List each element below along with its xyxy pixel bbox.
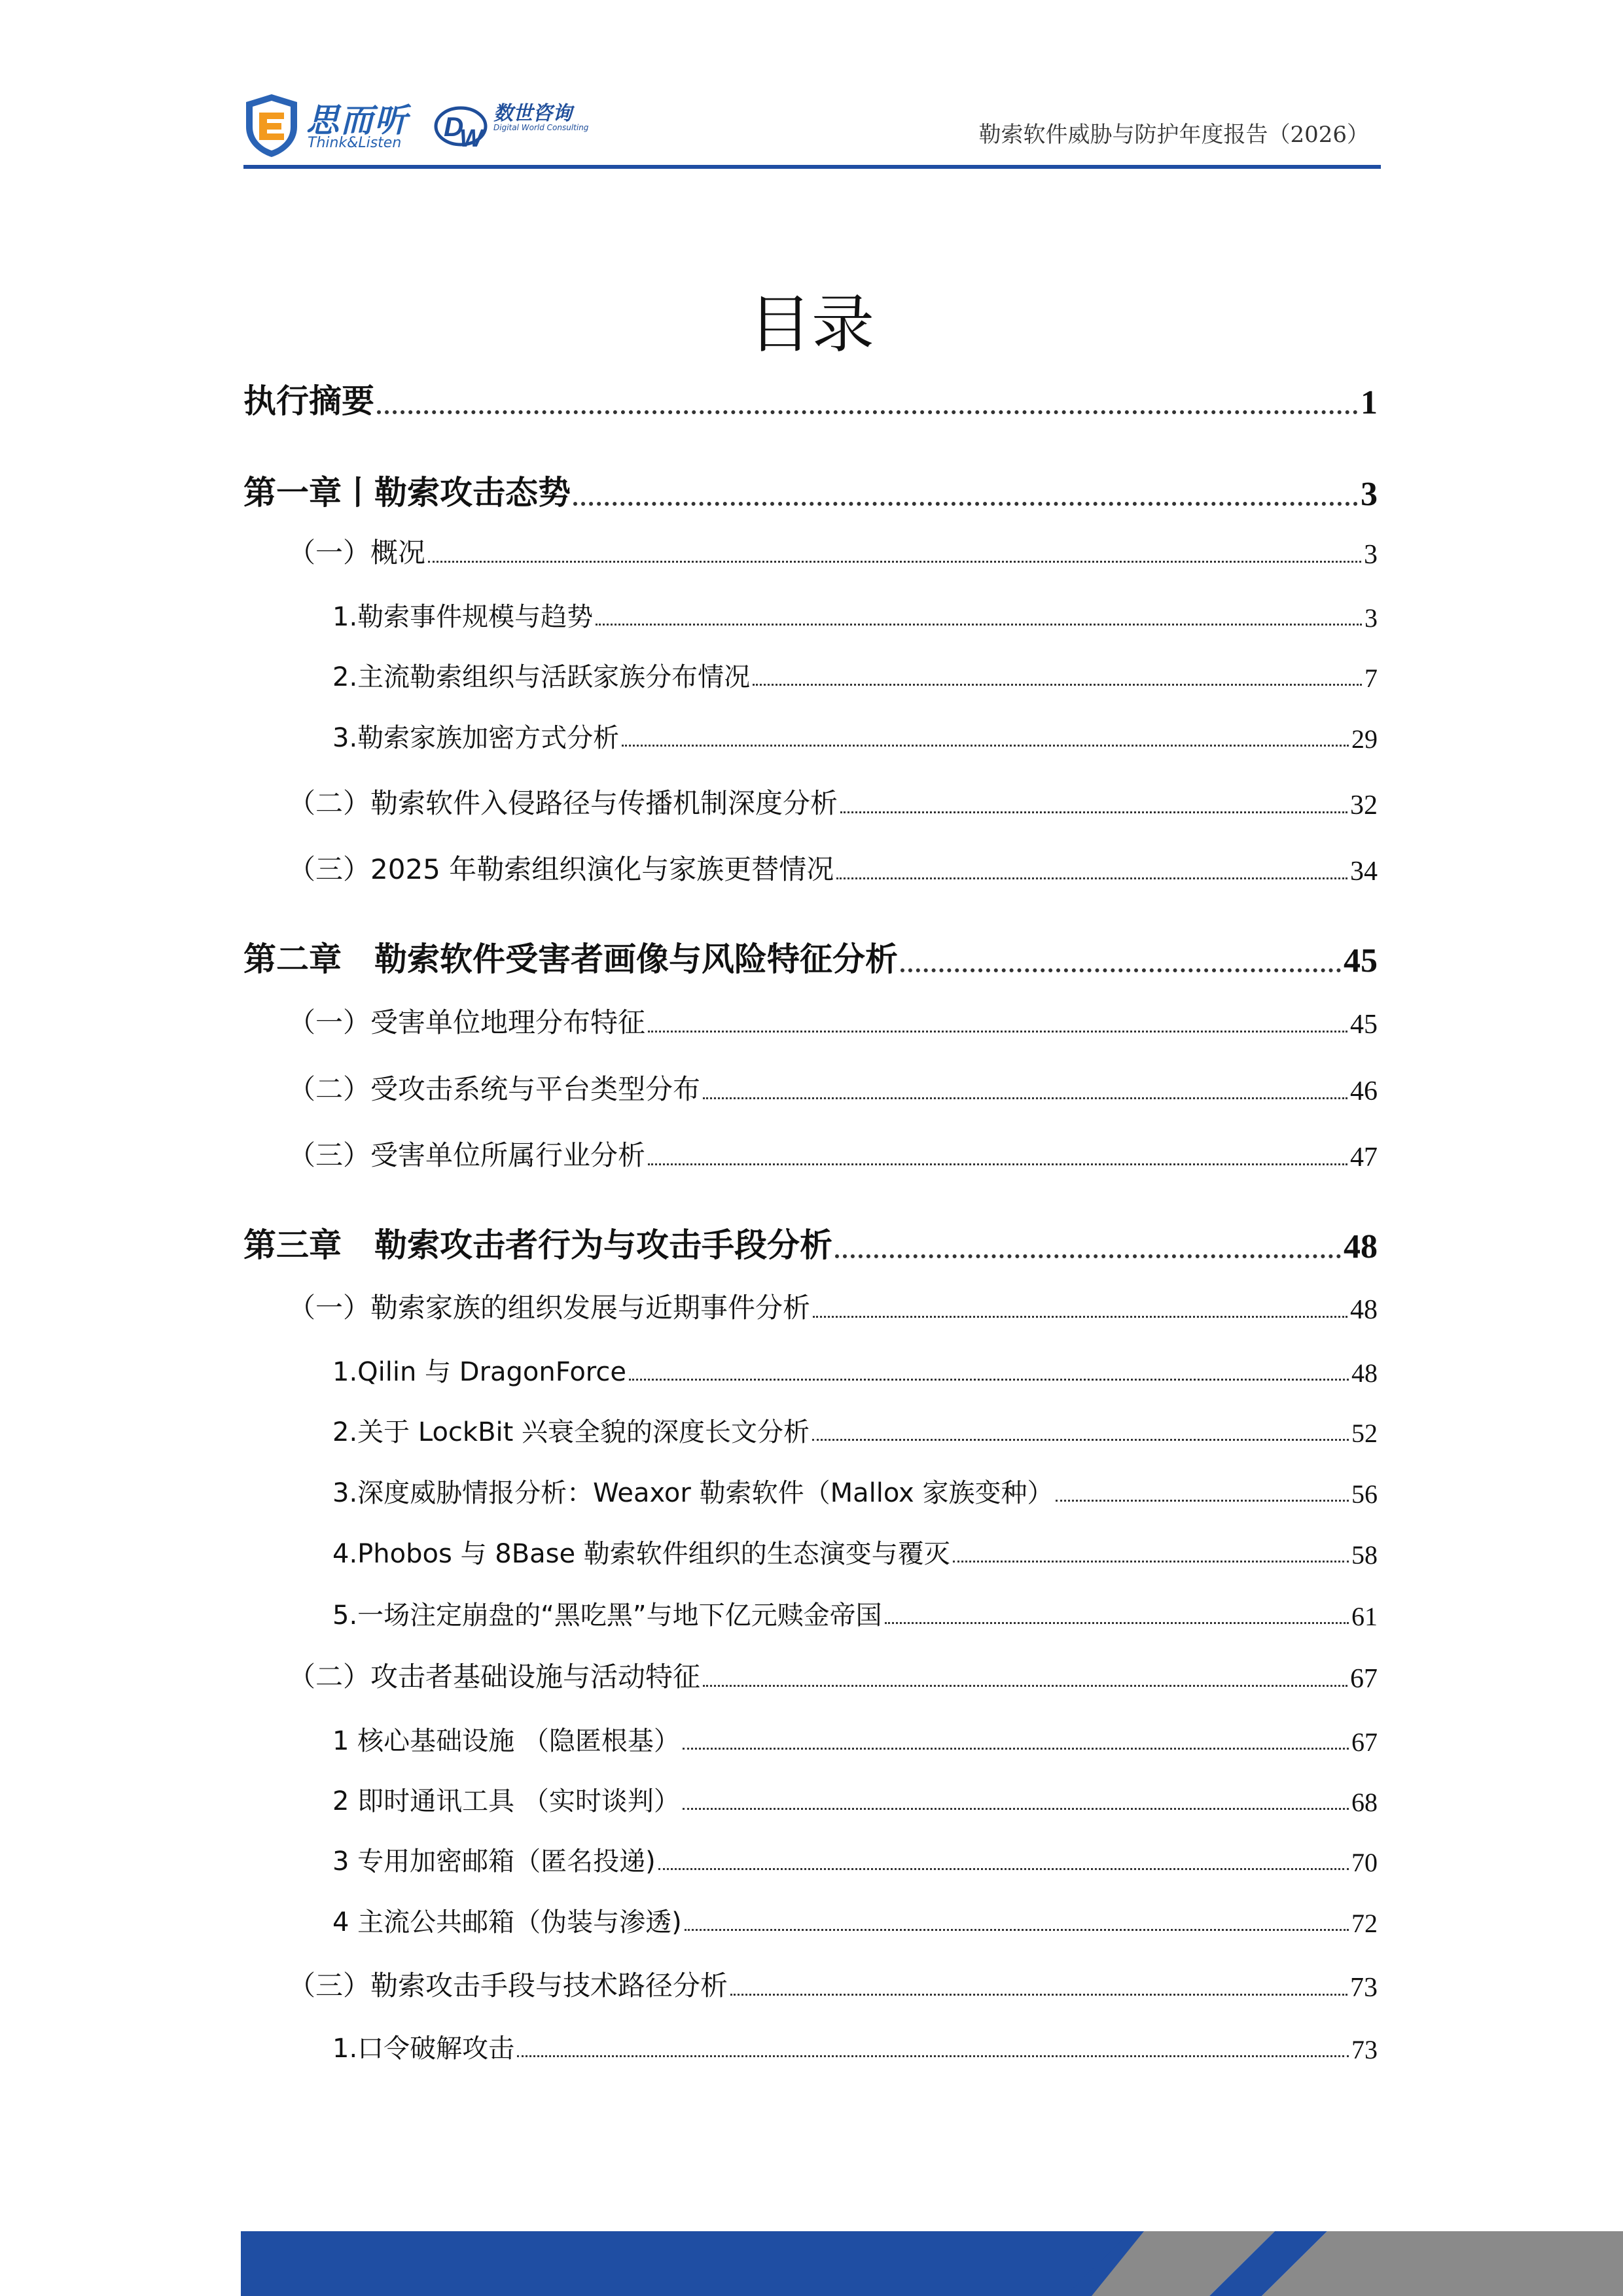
toc-entry[interactable] <box>288 1134 1378 1173</box>
toc-leader-dots <box>953 1561 1349 1563</box>
toc-entry-title: 3.深度威胁情报分析：Weaxor 勒索软件（Mallox 家族变种） <box>332 1478 1054 1508</box>
toc-leader-dots <box>648 1031 1347 1033</box>
toc-entry[interactable] <box>288 531 1378 571</box>
logo1-en-text: Think&Listen <box>308 135 402 151</box>
svg-text:D: D <box>444 111 464 142</box>
toc-entry-title: （一）受害单位地理分布特征 <box>288 1006 646 1038</box>
toc-entry[interactable] <box>243 376 1378 422</box>
toc-entry-title: 第二章 勒索软件受害者画像与风险特征分析 <box>243 940 898 978</box>
toc-leader-dots <box>703 1685 1347 1687</box>
toc-leader-dots <box>813 1316 1347 1318</box>
toc-entry-title: 第一章丨勒索攻击态势 <box>243 474 571 512</box>
toc-entry-page: 72 <box>1351 1909 1378 1938</box>
toc-title: 目录 <box>749 288 874 361</box>
logo1-cn-text: 思而听 <box>306 101 408 139</box>
toc-entry[interactable] <box>332 1532 1378 1570</box>
toc-entry[interactable] <box>288 1001 1378 1040</box>
toc-entry-title: 2.关于 LockBit 兴衰全貌的深度长文分析 <box>332 1417 810 1447</box>
toc-leader-dots <box>683 1748 1349 1750</box>
toc-entry-page: 67 <box>1351 1727 1378 1757</box>
toc-entry-page: 46 <box>1350 1076 1378 1106</box>
toc-entry-page: 48 <box>1351 1358 1378 1388</box>
toc-entry-title: （三）勒索攻击手段与技术路径分析 <box>288 1969 728 2002</box>
shield-logo-icon <box>243 93 300 158</box>
page-header <box>243 90 1381 169</box>
logo2-en-text: Digital World Consulting <box>493 123 589 132</box>
toc-entry[interactable] <box>288 782 1378 821</box>
toc-entry-title: （三）2025 年勒索组织演化与家族更替情况 <box>288 853 834 885</box>
footer-bar <box>241 2231 1623 2296</box>
toc-entry-title: （二）勒索软件入侵路径与传播机制深度分析 <box>288 787 838 819</box>
toc-leader-dots <box>901 968 1341 972</box>
toc-entry-page: 29 <box>1351 724 1378 754</box>
toc-entry-page: 45 <box>1350 1010 1378 1040</box>
toc-leader-dots <box>517 2055 1349 2057</box>
toc-entry-title: （一）勒索家族的组织发展与近期事件分析 <box>288 1292 811 1324</box>
toc-entry-page: 61 <box>1351 1602 1378 1631</box>
svg-text:W: W <box>459 125 483 152</box>
toc-entry[interactable] <box>332 1720 1378 1757</box>
toc-entry[interactable] <box>332 1901 1378 1939</box>
toc-entry[interactable] <box>332 1351 1378 1388</box>
toc-entry[interactable] <box>288 848 1378 887</box>
toc-entry[interactable] <box>332 1840 1378 1878</box>
toc-leader-dots <box>753 684 1362 686</box>
toc-entry-title: 5.一场注定崩盘的“黑吃黑”与地下亿元赎金帝国 <box>332 1600 882 1631</box>
toc-entry-title: 1.勒索事件规模与趋势 <box>332 602 594 632</box>
toc-entry-title: 4 主流公共邮箱（伪装与渗透) <box>332 1907 682 1937</box>
toc-entry-title: （一）概况 <box>288 537 426 569</box>
toc-entry-page: 1 <box>1361 384 1378 421</box>
toc-entry-page: 45 <box>1344 942 1378 980</box>
toc-entry-page: 47 <box>1350 1142 1378 1173</box>
toc-leader-dots <box>428 561 1361 563</box>
digital-world-logo <box>433 92 603 164</box>
report-title: 勒索软件威胁与防护年度报告（2026） <box>978 122 1369 148</box>
toc-leader-dots <box>573 502 1358 506</box>
toc-leader-dots <box>629 1379 1349 1381</box>
toc-entry-title: 第三章 勒索攻击者行为与攻击手段分析 <box>243 1226 832 1264</box>
toc-entry-page: 34 <box>1350 857 1378 887</box>
toc-entry[interactable] <box>288 1655 1378 1695</box>
toc-entry-page: 68 <box>1351 1788 1378 1817</box>
toc-entry-title: （二）受攻击系统与平台类型分布 <box>288 1073 701 1105</box>
toc-entry[interactable] <box>332 1594 1378 1632</box>
toc-leader-dots <box>1056 1500 1349 1502</box>
toc-entry-title: （二）攻击者基础设施与活动特征 <box>288 1661 701 1693</box>
toc-entry-page: 32 <box>1350 790 1378 821</box>
header-divider <box>243 165 1381 169</box>
toc-entry-title: 1.Qilin 与 DragonForce <box>332 1357 626 1387</box>
toc-leader-dots <box>835 1254 1341 1258</box>
think-listen-logo <box>243 90 414 162</box>
toc-entry-page: 67 <box>1350 1664 1378 1694</box>
toc-leader-dots <box>648 1163 1347 1165</box>
toc-entry-page: 73 <box>1350 1973 1378 2003</box>
toc-entry-page: 48 <box>1350 1295 1378 1325</box>
toc-entry-page: 48 <box>1344 1228 1378 1265</box>
toc-entry[interactable] <box>332 1411 1378 1449</box>
toc-entry-title: 1.口令破解攻击 <box>332 2034 515 2064</box>
logo2-cn-text: 数世咨询 <box>493 102 572 125</box>
toc-leader-dots <box>596 624 1362 626</box>
toc-leader-dots <box>812 1439 1349 1441</box>
toc-entry-page: 56 <box>1351 1479 1378 1509</box>
toc-entry[interactable] <box>332 716 1378 754</box>
toc-leader-dots <box>685 1929 1349 1931</box>
toc-entry[interactable] <box>332 1780 1378 1818</box>
toc-entry[interactable] <box>332 595 1378 633</box>
toc-entry[interactable] <box>332 2027 1378 2065</box>
toc-entry-title: 1 核心基础设施 （隐匿根基） <box>332 1726 680 1756</box>
toc-entry[interactable] <box>288 1964 1378 2004</box>
toc-entry-page: 70 <box>1351 1848 1378 1877</box>
toc-leader-dots <box>730 1994 1347 1996</box>
toc-entry-page: 3 <box>1361 476 1378 513</box>
toc-entry-page: 7 <box>1364 663 1378 693</box>
dw-logo-icon <box>433 99 488 153</box>
toc-entry[interactable] <box>243 1220 1378 1266</box>
toc-leader-dots <box>622 745 1349 747</box>
toc-entry-page: 3 <box>1364 603 1378 633</box>
toc-entry[interactable] <box>332 1472 1378 1510</box>
toc-leader-dots <box>840 811 1347 813</box>
toc-leader-dots <box>885 1622 1349 1624</box>
toc-leader-dots <box>658 1868 1349 1870</box>
toc-entry[interactable] <box>288 1286 1378 1326</box>
toc-leader-dots <box>683 1808 1349 1810</box>
toc-entry-page: 3 <box>1364 540 1378 570</box>
toc-entry-title: 2.主流勒索组织与活跃家族分布情况 <box>332 662 751 692</box>
toc-entry-title: 3.勒索家族加密方式分析 <box>332 723 620 753</box>
toc-entry[interactable] <box>332 656 1378 694</box>
toc-entry-title: 执行摘要 <box>243 382 374 420</box>
toc-entry-title: （三）受害单位所属行业分析 <box>288 1139 646 1171</box>
toc-entry-title: 4.Phobos 与 8Base 勒索软件组织的生态演变与覆灭 <box>332 1539 950 1569</box>
toc-leader-dots <box>703 1097 1347 1099</box>
toc-leader-dots <box>377 410 1358 414</box>
toc-entry-page: 58 <box>1351 1540 1378 1570</box>
toc-entry-title: 3 专用加密邮箱（匿名投递) <box>332 1846 656 1877</box>
toc-entry[interactable] <box>288 1068 1378 1107</box>
toc-leader-dots <box>836 877 1347 879</box>
toc-entry-page: 52 <box>1351 1419 1378 1448</box>
toc-entry-title: 2 即时通讯工具 （实时谈判） <box>332 1786 680 1816</box>
toc-entry[interactable] <box>243 468 1378 514</box>
toc-entry[interactable] <box>243 934 1378 980</box>
toc-entry-page: 73 <box>1351 2035 1378 2064</box>
